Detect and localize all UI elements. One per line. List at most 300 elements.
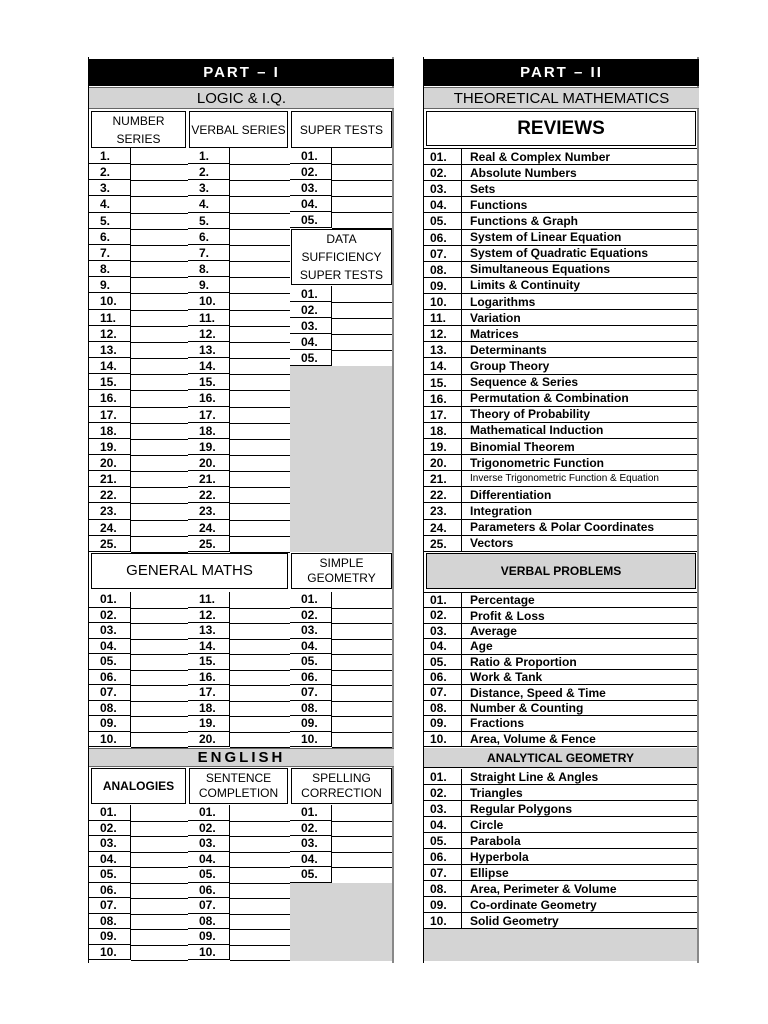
answer-cell[interactable] [131, 342, 188, 359]
topic-number: 10. [424, 732, 462, 746]
topic-title: Parabola [470, 833, 521, 848]
item-number: 01. [290, 592, 332, 608]
topic-row [424, 471, 697, 487]
item-number: 08. [89, 914, 131, 930]
answer-cell[interactable] [131, 196, 188, 213]
list-item [89, 639, 188, 655]
answer-cell[interactable] [230, 701, 290, 718]
topic-number: 12. [424, 326, 462, 341]
topic-title: Percentage [470, 593, 535, 608]
topic-row [424, 487, 697, 503]
item-number: 15. [188, 654, 230, 670]
topic-number: 22. [424, 487, 462, 502]
list-item [89, 261, 188, 277]
topic-row [424, 913, 697, 929]
list-item [89, 407, 188, 423]
topic-row [424, 439, 697, 455]
list-item [188, 867, 290, 883]
answer-cell[interactable] [230, 310, 290, 327]
topic-number: 17. [424, 407, 462, 422]
item-number: 04. [290, 639, 332, 655]
answer-cell[interactable] [131, 148, 188, 165]
topic-number: 08. [424, 701, 462, 715]
answer-cell[interactable] [230, 503, 290, 520]
answer-cell[interactable] [332, 701, 392, 718]
answer-cell[interactable] [131, 867, 188, 884]
answer-cell[interactable] [131, 471, 188, 488]
answer-cell[interactable] [131, 229, 188, 246]
answer-cell[interactable] [131, 592, 188, 609]
answer-cell[interactable] [131, 914, 188, 931]
answer-cell[interactable] [131, 608, 188, 625]
list-item [188, 945, 290, 961]
topic-title: Area, Volume & Fence [470, 731, 596, 746]
topic-row [424, 181, 697, 197]
list-item [290, 212, 392, 228]
list-item [89, 654, 188, 670]
list-item [290, 350, 392, 366]
topic-number: 21. [424, 471, 462, 486]
topic-row [424, 391, 697, 407]
answer-cell[interactable] [230, 358, 290, 375]
analogies-list [89, 805, 188, 960]
answer-cell[interactable] [230, 639, 290, 656]
answer-cell[interactable] [131, 623, 188, 640]
answer-cell[interactable] [332, 732, 392, 749]
list-item [188, 180, 290, 196]
answer-cell[interactable] [332, 608, 392, 625]
topic-number: 11. [424, 310, 462, 325]
item-number: 16. [188, 670, 230, 686]
item-number: 16. [188, 390, 230, 406]
list-item [290, 716, 392, 732]
list-item [89, 245, 188, 261]
topic-row [424, 716, 697, 731]
topic-title: Straight Line & Angles [470, 769, 599, 784]
simple-geometry-header [291, 553, 392, 589]
answer-cell[interactable] [332, 654, 392, 671]
item-number: 08. [89, 701, 131, 717]
item-number: 01. [188, 805, 230, 821]
analogies-label: ANALOGIES [102, 779, 175, 793]
answer-cell[interactable] [332, 805, 392, 822]
list-item [188, 471, 290, 487]
list-item [89, 196, 188, 212]
answer-cell[interactable] [131, 821, 188, 838]
item-number: 05. [290, 212, 332, 228]
answer-cell[interactable] [332, 670, 392, 687]
answer-cell[interactable] [230, 390, 290, 407]
answer-cell[interactable] [131, 358, 188, 375]
list-item [89, 423, 188, 439]
answer-cell[interactable] [230, 229, 290, 246]
answer-cell[interactable] [131, 293, 188, 310]
item-number: 6. [188, 229, 230, 245]
list-item [188, 929, 290, 945]
item-number: 24. [188, 520, 230, 536]
list-item [188, 914, 290, 930]
answer-cell[interactable] [131, 536, 188, 553]
item-number: 22. [89, 487, 131, 503]
item-number: 01. [290, 286, 332, 302]
topic-row [424, 608, 697, 623]
answer-cell[interactable] [332, 350, 392, 367]
item-number: 13. [188, 623, 230, 639]
list-item [188, 520, 290, 536]
item-number: 01. [89, 592, 131, 608]
answer-cell[interactable] [230, 914, 290, 931]
topic-number: 08. [424, 881, 462, 896]
answer-cell[interactable] [230, 929, 290, 946]
item-number: 3. [188, 180, 230, 196]
answer-cell[interactable] [230, 883, 290, 900]
topic-row [424, 503, 697, 519]
answer-cell[interactable] [230, 732, 290, 749]
answer-cell[interactable] [131, 883, 188, 900]
answer-cell[interactable] [230, 487, 290, 504]
topic-title: Permutation & Combination [470, 391, 629, 406]
item-number: 01. [290, 148, 332, 164]
list-item [89, 326, 188, 342]
answer-cell[interactable] [332, 821, 392, 838]
list-item [290, 852, 392, 868]
answer-cell[interactable] [131, 390, 188, 407]
answer-cell[interactable] [230, 685, 290, 702]
item-number: 20. [89, 455, 131, 471]
topic-row [424, 881, 697, 897]
item-number: 04. [290, 334, 332, 350]
answer-cell[interactable] [131, 164, 188, 181]
answer-cell[interactable] [230, 670, 290, 687]
answer-cell[interactable] [131, 732, 188, 749]
answer-cell[interactable] [230, 407, 290, 424]
data-sufficiency-header [291, 229, 392, 285]
topic-row [424, 278, 697, 294]
item-number: 4. [188, 196, 230, 212]
topic-title: Fractions [470, 716, 525, 731]
list-item [89, 310, 188, 326]
list-item [89, 520, 188, 536]
item-number: 06. [188, 883, 230, 899]
answer-cell[interactable] [332, 852, 392, 869]
topic-title: Number & Counting [470, 700, 584, 715]
answer-cell[interactable] [131, 423, 188, 440]
answer-cell[interactable] [131, 277, 188, 294]
topic-title: Parameters & Polar Coordinates [470, 520, 655, 535]
item-number: 1. [188, 148, 230, 164]
list-item [89, 374, 188, 390]
answer-cell[interactable] [230, 423, 290, 440]
list-item [290, 654, 392, 670]
item-number: 01. [290, 805, 332, 821]
topic-number: 25. [424, 536, 462, 551]
item-number: 14. [188, 358, 230, 374]
list-item [89, 805, 188, 821]
item-number: 5. [188, 213, 230, 229]
item-number: 16. [89, 390, 131, 406]
list-item [290, 302, 392, 318]
answer-cell[interactable] [131, 455, 188, 472]
answer-cell[interactable] [131, 639, 188, 656]
answer-cell[interactable] [230, 471, 290, 488]
list-item [188, 423, 290, 439]
item-number: 09. [89, 929, 131, 945]
answer-cell[interactable] [332, 302, 392, 319]
topic-row [424, 342, 697, 358]
list-item [290, 334, 392, 350]
list-item [188, 805, 290, 821]
answer-cell[interactable] [332, 286, 392, 303]
topic-title: Co-ordinate Geometry [470, 897, 597, 912]
item-number: 07. [89, 685, 131, 701]
list-item [89, 716, 188, 732]
list-item [188, 148, 290, 164]
answer-cell[interactable] [230, 945, 290, 962]
verbal-series-list [188, 148, 290, 552]
answer-cell[interactable] [230, 836, 290, 853]
topic-number: 20. [424, 455, 462, 470]
list-item [290, 608, 392, 624]
topic-number: 10. [424, 913, 462, 928]
item-number: 06. [89, 883, 131, 899]
topic-number: 13. [424, 342, 462, 357]
list-item [188, 326, 290, 342]
answer-cell[interactable] [332, 716, 392, 733]
item-number: 14. [188, 639, 230, 655]
answer-cell[interactable] [230, 716, 290, 733]
answer-cell[interactable] [131, 503, 188, 520]
answer-cell[interactable] [131, 685, 188, 702]
answer-cell[interactable] [332, 685, 392, 702]
list-item [188, 592, 290, 608]
topic-row [424, 536, 697, 552]
answer-cell[interactable] [230, 821, 290, 838]
list-item [89, 277, 188, 293]
topic-row [424, 769, 697, 785]
answer-cell[interactable] [230, 867, 290, 884]
topic-row [424, 833, 697, 849]
item-number: 25. [188, 536, 230, 552]
topic-title: Sequence & Series [470, 375, 579, 390]
answer-cell[interactable] [230, 439, 290, 456]
simple-geometry-label: SIMPLE GEOMETRY [307, 556, 376, 585]
topic-title: Inverse Trigonometric Function & Equation [470, 473, 659, 485]
general-maths-label: GENERAL MATHS [126, 562, 253, 579]
list-item [89, 608, 188, 624]
answer-cell[interactable] [131, 805, 188, 822]
answer-cell[interactable] [131, 836, 188, 853]
answer-cell[interactable] [332, 639, 392, 656]
answer-cell[interactable] [332, 180, 392, 197]
answer-cell[interactable] [131, 701, 188, 718]
answer-cell[interactable] [230, 592, 290, 609]
topic-row [424, 685, 697, 700]
item-number: 02. [188, 821, 230, 837]
item-number: 05. [89, 867, 131, 883]
answer-cell[interactable] [131, 245, 188, 262]
item-number: 10. [89, 293, 131, 309]
list-item [290, 821, 392, 837]
item-number: 13. [89, 342, 131, 358]
topic-number: 24. [424, 520, 462, 535]
list-item [290, 286, 392, 302]
topic-title: Functions [470, 197, 528, 212]
spelling-correction-label: SPELLING CORRECTION [301, 771, 382, 800]
topic-title: Mathematical Induction [470, 423, 604, 438]
list-item [188, 374, 290, 390]
list-item [188, 261, 290, 277]
answer-cell[interactable] [230, 805, 290, 822]
topic-title: Sets [470, 181, 496, 196]
answer-cell[interactable] [230, 261, 290, 278]
answer-cell[interactable] [332, 318, 392, 335]
answer-cell[interactable] [131, 374, 188, 391]
answer-cell[interactable] [230, 898, 290, 915]
answer-cell[interactable] [131, 439, 188, 456]
answer-cell[interactable] [332, 836, 392, 853]
answer-cell[interactable] [131, 326, 188, 343]
answer-cell[interactable] [230, 245, 290, 262]
list-item [188, 836, 290, 852]
item-number: 21. [89, 471, 131, 487]
item-number: 10. [89, 945, 131, 961]
topic-row [424, 593, 697, 608]
list-item [188, 821, 290, 837]
answer-cell[interactable] [230, 455, 290, 472]
answer-cell[interactable] [230, 277, 290, 294]
answer-cell[interactable] [230, 196, 290, 213]
item-number: 05. [290, 350, 332, 366]
answer-cell[interactable] [131, 654, 188, 671]
item-number: 17. [89, 407, 131, 423]
list-item [89, 164, 188, 180]
item-number: 18. [188, 701, 230, 717]
list-item [89, 701, 188, 717]
list-item [89, 821, 188, 837]
topic-row [424, 197, 697, 213]
item-number: 12. [188, 326, 230, 342]
answer-cell[interactable] [230, 148, 290, 165]
answer-cell[interactable] [131, 213, 188, 230]
item-number: 03. [290, 836, 332, 852]
list-item [290, 805, 392, 821]
list-item [188, 608, 290, 624]
item-number: 18. [89, 423, 131, 439]
answer-cell[interactable] [230, 623, 290, 640]
answer-cell[interactable] [230, 536, 290, 553]
data-sufficiency-list [290, 286, 392, 366]
answer-cell[interactable] [131, 898, 188, 915]
answer-cell[interactable] [230, 342, 290, 359]
item-number: 2. [89, 164, 131, 180]
answer-cell[interactable] [131, 407, 188, 424]
answer-cell[interactable] [230, 326, 290, 343]
answer-cell[interactable] [230, 164, 290, 181]
answer-cell[interactable] [332, 212, 392, 229]
answer-cell[interactable] [131, 487, 188, 504]
item-number: 3. [89, 180, 131, 196]
item-number: 11. [89, 310, 131, 326]
item-number: 22. [188, 487, 230, 503]
topic-number: 05. [424, 655, 462, 669]
answer-cell[interactable] [131, 520, 188, 537]
answer-cell[interactable] [332, 334, 392, 351]
general-maths-header [91, 553, 288, 589]
answer-cell[interactable] [332, 164, 392, 181]
topic-number: 02. [424, 165, 462, 180]
answer-cell[interactable] [230, 654, 290, 671]
answer-cell[interactable] [230, 608, 290, 625]
answer-cell[interactable] [131, 670, 188, 687]
answer-cell[interactable] [230, 374, 290, 391]
list-item [188, 883, 290, 899]
topic-title: Ratio & Proportion [470, 654, 577, 669]
answer-cell[interactable] [332, 196, 392, 213]
verbal-series-label: VERBAL SERIES [191, 122, 286, 137]
verbal-problems-list [424, 592, 697, 747]
reviews-header [426, 111, 696, 146]
list-item [89, 883, 188, 899]
topic-row [424, 639, 697, 654]
list-item [188, 732, 290, 748]
answer-cell[interactable] [131, 716, 188, 733]
answer-cell[interactable] [332, 592, 392, 609]
list-item [89, 148, 188, 164]
topic-title: Logarithms [470, 294, 536, 309]
topic-title: Functions & Graph [470, 213, 578, 228]
answer-cell[interactable] [131, 945, 188, 962]
topic-number: 16. [424, 391, 462, 406]
part2-subtitle: THEORETICAL MATHEMATICS [424, 87, 699, 109]
topic-row [424, 310, 697, 326]
answer-cell[interactable] [230, 180, 290, 197]
answer-cell[interactable] [230, 293, 290, 310]
answer-cell[interactable] [332, 148, 392, 165]
topic-number: 04. [424, 639, 462, 653]
list-item [188, 358, 290, 374]
item-number: 03. [89, 836, 131, 852]
topic-row [424, 423, 697, 439]
topic-title: Ellipse [470, 865, 509, 880]
item-number: 07. [290, 685, 332, 701]
item-number: 02. [290, 302, 332, 318]
answer-cell[interactable] [131, 310, 188, 327]
answer-cell[interactable] [230, 520, 290, 537]
topic-title: Group Theory [470, 358, 550, 373]
part2-gray-block [424, 929, 697, 961]
list-item [290, 164, 392, 180]
answer-cell[interactable] [332, 623, 392, 640]
answer-cell[interactable] [131, 261, 188, 278]
topic-title: Integration [470, 503, 532, 518]
item-number: 06. [89, 670, 131, 686]
topic-title: Theory of Probability [470, 407, 591, 422]
item-number: 09. [89, 716, 131, 732]
topic-title: Triangles [470, 785, 523, 800]
answer-cell[interactable] [230, 852, 290, 869]
answer-cell[interactable] [131, 180, 188, 197]
item-number: 20. [188, 455, 230, 471]
answer-cell[interactable] [131, 929, 188, 946]
list-item [188, 245, 290, 261]
answer-cell[interactable] [131, 852, 188, 869]
list-item [188, 439, 290, 455]
item-number: 11. [188, 310, 230, 326]
answer-cell[interactable] [230, 213, 290, 230]
data-sufficiency-label: DATA SUFFICIENCY SUPER TESTS [299, 232, 384, 282]
item-number: 5. [89, 213, 131, 229]
answer-cell[interactable] [332, 867, 392, 884]
